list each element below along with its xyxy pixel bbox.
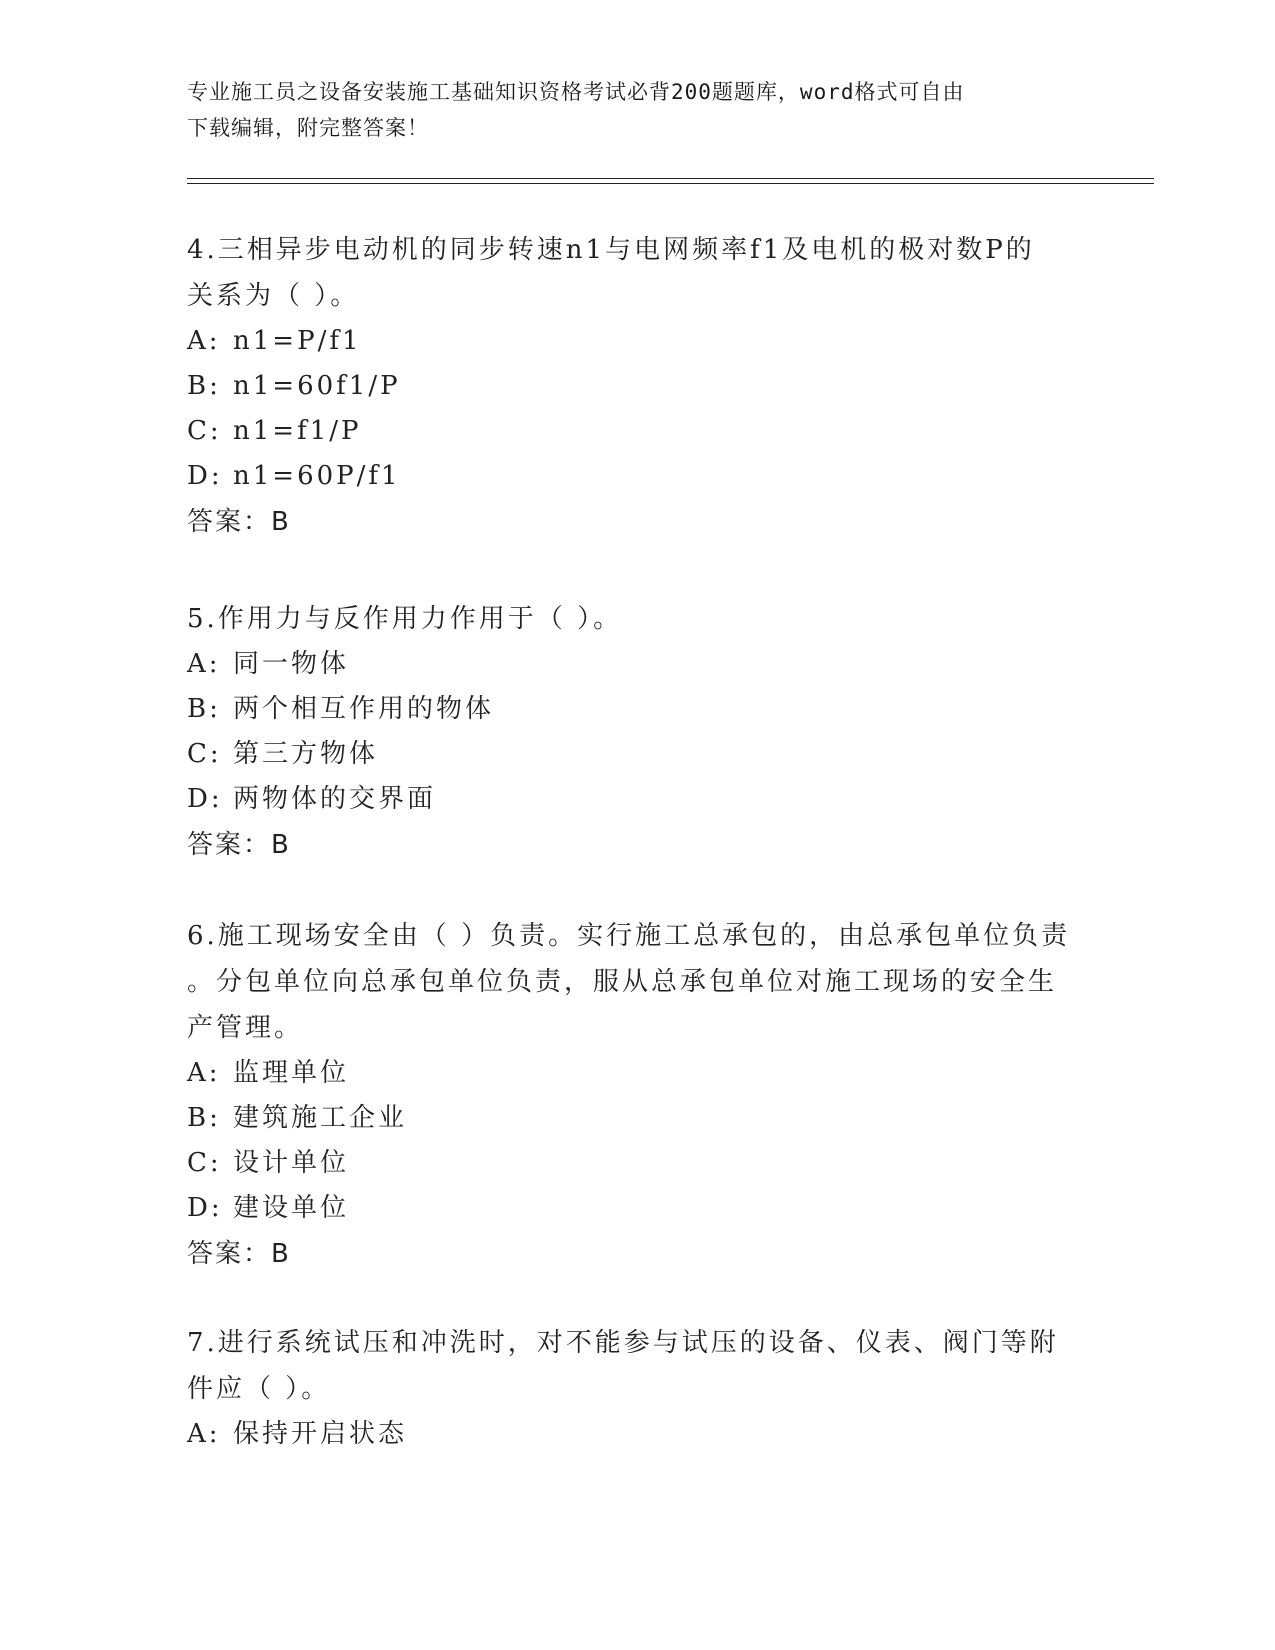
question-stem-line: 。分包单位向总承包单位负责，服从总承包单位对施工现场的安全生 xyxy=(187,967,1058,997)
option-text: n1=P/f1 xyxy=(233,326,362,356)
option-letter: B: xyxy=(187,1103,221,1133)
option-d xyxy=(187,777,1087,822)
answer: 答案：B xyxy=(187,1239,291,1269)
option-letter: D: xyxy=(187,1193,223,1223)
option-text: 建设单位 xyxy=(233,1193,350,1223)
option-letter: C: xyxy=(187,739,222,769)
option-c xyxy=(187,1141,1087,1186)
option-letter: D: xyxy=(187,784,223,814)
document-header xyxy=(187,74,1067,146)
question-stem-line: 4.三相异步电动机的同步转速n1与电网频率f1及电机的极对数P的 xyxy=(187,235,1035,265)
option-a xyxy=(187,642,1087,687)
header-line-1: 专业施工员之设备安装施工基础知识资格考试必背200题题库，word格式可自由 xyxy=(187,80,965,104)
header-line-2: 下载编辑，附完整答案！ xyxy=(187,116,429,140)
option-letter: D: xyxy=(187,461,223,491)
question-stem-line: 关系为（ ）。 xyxy=(187,281,360,311)
option-text: n1=60P/f1 xyxy=(233,461,401,491)
option-text: 同一物体 xyxy=(233,649,350,679)
option-d xyxy=(187,454,1087,499)
option-letter: A: xyxy=(187,326,221,356)
question-stem-line: 7.进行系统试压和冲洗时，对不能参与试压的设备、仪表、阀门等附 xyxy=(187,1328,1059,1358)
option-letter: A: xyxy=(187,1058,221,1088)
option-text: n1=f1/P xyxy=(233,416,362,446)
option-c xyxy=(187,409,1087,454)
option-letter: B: xyxy=(187,694,221,724)
option-text: 保持开启状态 xyxy=(233,1419,408,1449)
question-stem-line: 产管理。 xyxy=(187,1013,304,1043)
answer: 答案：B xyxy=(187,507,291,537)
option-text: 建筑施工企业 xyxy=(233,1103,408,1133)
answer: 答案：B xyxy=(187,830,291,860)
option-c xyxy=(187,732,1087,777)
option-a xyxy=(187,319,1087,364)
option-letter: A: xyxy=(187,649,221,679)
option-letter: C: xyxy=(187,416,222,446)
option-text: 监理单位 xyxy=(233,1058,350,1088)
option-letter: A: xyxy=(187,1419,221,1449)
question-7 xyxy=(187,1320,1087,1457)
option-a xyxy=(187,1412,1087,1457)
option-text: 第三方物体 xyxy=(233,739,379,769)
question-4 xyxy=(187,227,1087,545)
option-text: 两物体的交界面 xyxy=(233,784,437,814)
option-text: 两个相互作用的物体 xyxy=(233,694,495,724)
option-text: n1=60f1/P xyxy=(233,371,401,401)
option-letter: C: xyxy=(187,1148,222,1178)
option-text: 设计单位 xyxy=(233,1148,350,1178)
question-stem-line: 件应（ ）。 xyxy=(187,1374,331,1404)
header-divider-bottom xyxy=(187,183,1154,184)
option-b xyxy=(187,1096,1087,1141)
question-5 xyxy=(187,596,1087,868)
option-a xyxy=(187,1051,1087,1096)
option-d xyxy=(187,1186,1087,1231)
option-b xyxy=(187,687,1087,732)
question-stem-line: 6.施工现场安全由（ ）负责。实行施工总承包的，由总承包单位负责 xyxy=(187,921,1071,951)
question-stem-line: 5.作用力与反作用力作用于（ ）。 xyxy=(187,604,623,634)
question-6 xyxy=(187,913,1087,1277)
option-b xyxy=(187,364,1087,409)
header-divider-top xyxy=(187,178,1154,179)
option-letter: B: xyxy=(187,371,221,401)
